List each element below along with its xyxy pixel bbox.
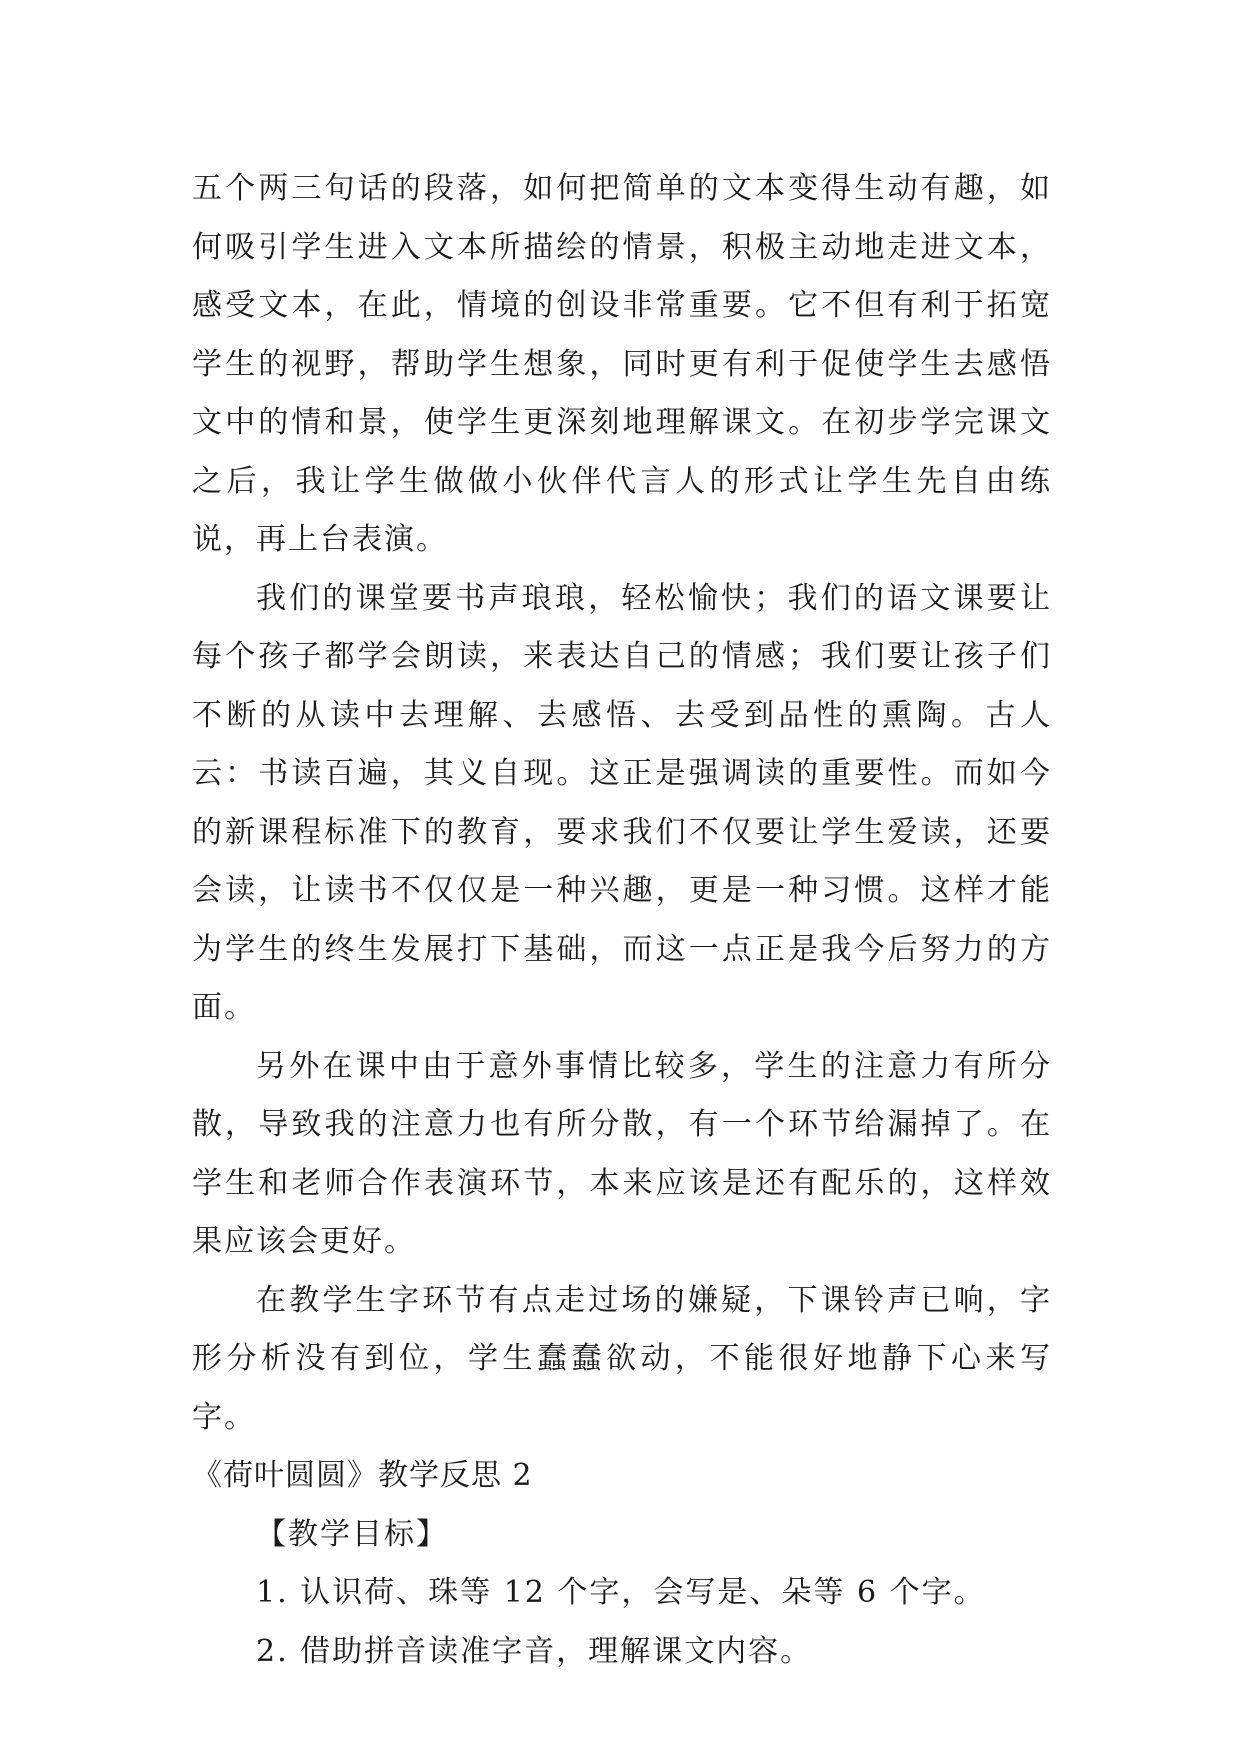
paragraph-distraction: 另外在课中由于意外事情比较多，学生的注意力有所分散，导致我的注意力也有所分散，有一个环节给漏掉了。在学生和老师合作表演环节，本来应该是还有配乐的，这样效果应该会更好。: [192, 1048, 1052, 1259]
objective-item-2: 2. 借助拼音读准字音，理解课文内容。: [256, 1633, 813, 1669]
document-body: [192, 160, 1052, 1681]
paragraph-situation-creation: 五个两三句话的段落，如何把简单的文本变得生动有趣，如何吸引学生进入文本所描绘的情景，积极主动地走进文本，感受文本，在此，情境的创设非常重要。它不但有利于拓宽学生的视野，帮助学生想象，同时更有利于促使学生去感悟文中的情和景，使学生更深刻地理解课文。在初步学完课文之后，我让学生做做小伙伴代言人的形式让学生先自由练说，再上台表演。: [192, 171, 1052, 557]
paragraph-character-teaching: 在教学生字环节有点走过场的嫌疑，下课铃声已响，字形分析没有到位，学生蠢蠢欲动，不能很好地静下心来写字。: [192, 1282, 1052, 1435]
paragraph-reading-importance: 我们的课堂要书声琅琅，轻松愉快；我们的语文课要让每个孩子都学会朗读，来表达自己的情感；我们要让孩子们不断的从读中去理解、去感悟、去受到品性的熏陶。古人云：书读百遍，其义自现。这正是强调读的重要性。而如今的新课程标准下的教育，要求我们不仅要让学生爱读，还要会读，让读书不仅仅是一种兴趣，更是一种习惯。这样才能为学生的终生发展打下基础，而这一点正是我今后努力的方面。: [192, 580, 1052, 1025]
objectives-heading: 【教学目标】: [256, 1516, 448, 1552]
section-title: 《荷叶圆圆》教学反思 2: [192, 1458, 533, 1493]
objective-item-1: 1. 认识荷、珠等 12 个字，会写是、朵等 6 个字。: [256, 1575, 986, 1610]
